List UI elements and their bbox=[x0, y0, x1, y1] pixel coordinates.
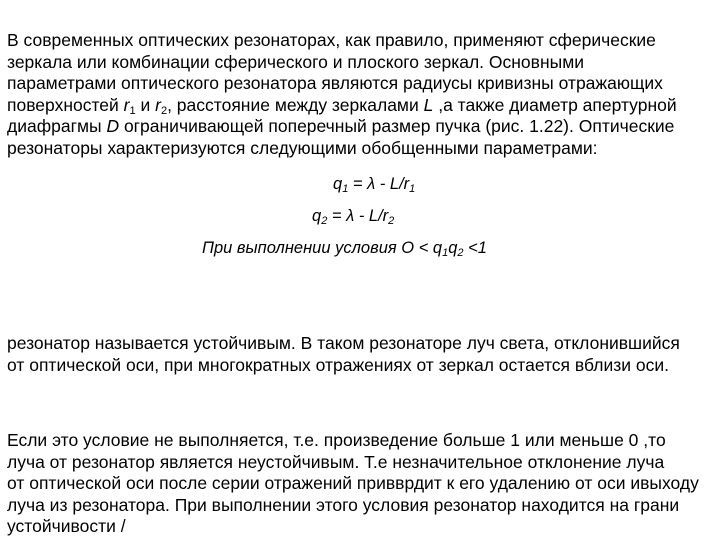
symbol-r: r bbox=[155, 94, 161, 115]
subscript: 1 bbox=[442, 247, 449, 259]
text-line: луча из резонатора. При выполнении этого условия резонатор находится на грани bbox=[7, 494, 680, 515]
paragraph-unstable-resonator bbox=[7, 430, 715, 538]
symbol-r: r bbox=[123, 94, 130, 115]
text-line: от оптической оси после серии отражений привврдит к его удалению от оси ивыходу bbox=[7, 473, 699, 493]
text-fragment: ограничивающей поперечный размер пучка (рис. 1.22). Оптические bbox=[119, 116, 675, 136]
formula-q1 bbox=[333, 175, 415, 194]
paragraph-resonator-parameters bbox=[7, 30, 715, 159]
text-line bbox=[7, 95, 715, 117]
subscript: 2 bbox=[457, 247, 464, 259]
formula-fragment: При выполнении условия O < q bbox=[202, 239, 443, 257]
text-line: луча от резонатор является неустойчивым. Т.е незначительное отклонение луча bbox=[7, 451, 665, 472]
text-line: резонатор называется устойчивым. В таком резонаторе луч света, отклонившийся bbox=[7, 333, 680, 353]
text-line: устойчивости / bbox=[7, 516, 126, 536]
subscript: 1 bbox=[409, 183, 416, 195]
text-fragment: и bbox=[135, 94, 156, 115]
subscript: 1 bbox=[129, 104, 136, 117]
formula-fragment: <1 bbox=[463, 239, 487, 257]
text-fragment: поверхностей bbox=[7, 94, 124, 115]
symbol-D: D bbox=[106, 116, 120, 136]
formula-fragment: q bbox=[448, 239, 458, 257]
formula-stability-condition bbox=[202, 239, 487, 258]
symbol-L: L bbox=[423, 94, 434, 115]
paragraph-stable-resonator bbox=[7, 333, 715, 376]
text-line: зеркала или комбинации сферического и плоского зеркал. Основными bbox=[7, 51, 585, 72]
formula-fragment: = λ - L/r bbox=[327, 207, 389, 225]
text-line: параметрами оптического резонатора являются радиусы кривизны отражающих bbox=[7, 73, 663, 93]
text-fragment: диафрагмы bbox=[7, 116, 107, 136]
formula-fragment: q bbox=[312, 207, 322, 225]
formula-fragment: = λ - L/r bbox=[348, 175, 410, 193]
formula-fragment: q bbox=[333, 175, 343, 193]
formula-q2 bbox=[312, 207, 394, 226]
text-fragment: , расстояние между зеркалами bbox=[167, 94, 424, 115]
text-line: В современных оптических резонаторах, как правило, применяют сферические bbox=[7, 30, 656, 50]
text-line: от оптической оси, при многократных отражениях от зеркал остается вблизи оси. bbox=[7, 354, 670, 375]
subscript: 2 bbox=[160, 104, 168, 117]
subscript: 2 bbox=[388, 215, 395, 227]
text-line bbox=[7, 116, 715, 138]
text-fragment: ,а также диаметр апертурной bbox=[433, 94, 677, 115]
subscript: 2 bbox=[321, 215, 328, 227]
text-line: резонаторы характеризуются следующими обобщенными параметрами: bbox=[7, 137, 598, 158]
text-line: Если это условие не выполняется, т.е. произведение больше 1 или меньше 0 ,то bbox=[7, 430, 666, 450]
subscript: 1 bbox=[342, 183, 349, 195]
